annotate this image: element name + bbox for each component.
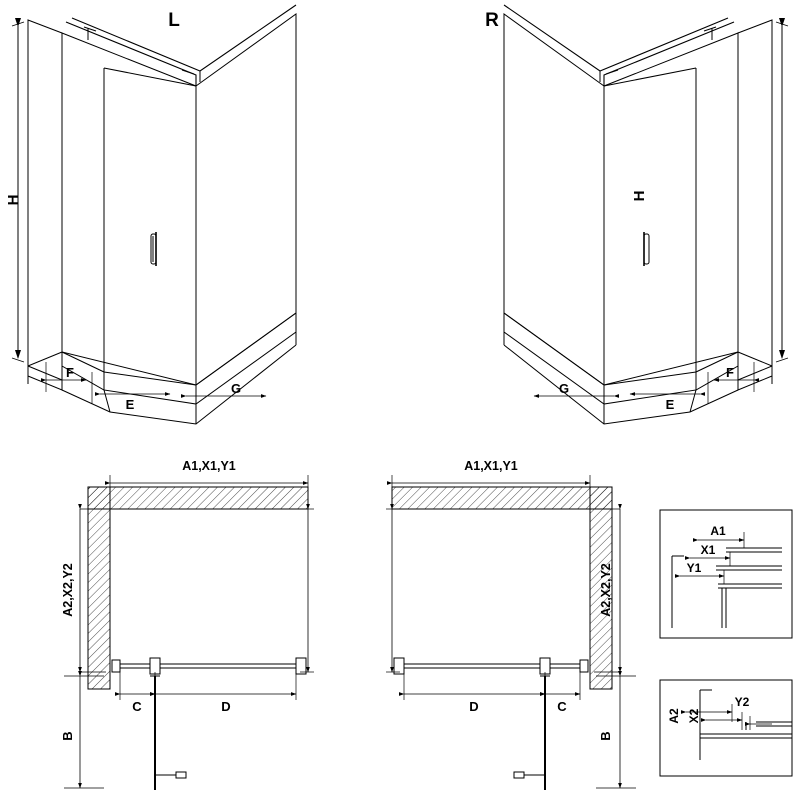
rear-glass-panel bbox=[62, 33, 196, 385]
rear-glass-panel-r bbox=[604, 33, 738, 385]
label-b-right: B bbox=[598, 731, 613, 741]
label-g-right: G bbox=[558, 381, 570, 396]
label-d-right: D bbox=[469, 699, 479, 714]
iso-left-view bbox=[12, 5, 296, 424]
label-a1x1y1-left: A1,X1,Y1 bbox=[182, 459, 236, 473]
right-wall-panel bbox=[738, 20, 772, 366]
label-c-right: C bbox=[557, 699, 567, 714]
label-c-left: C bbox=[132, 699, 142, 714]
plan-left-view bbox=[64, 475, 314, 790]
label-a1x1y1-right: A1,X1,Y1 bbox=[464, 459, 518, 473]
label-height-right: H bbox=[631, 190, 648, 202]
label-a2x2y2-right: A2,X2,Y2 bbox=[599, 563, 613, 617]
label-f-left: F bbox=[66, 365, 74, 380]
label-b-left: B bbox=[60, 731, 75, 741]
wall-hatch-top bbox=[88, 487, 308, 509]
label-right-view: R bbox=[485, 10, 499, 31]
label-g-left: G bbox=[230, 381, 242, 396]
side-glass-panel-r bbox=[504, 14, 604, 385]
label-d-left: D bbox=[221, 699, 231, 714]
label-e-left: E bbox=[125, 397, 135, 412]
iso-right-view bbox=[504, 5, 788, 424]
label-y1-detail: Y1 bbox=[686, 561, 702, 575]
side-glass-panel bbox=[196, 14, 296, 385]
label-a2-detail: A2 bbox=[667, 708, 681, 724]
wall-hatch-left bbox=[88, 487, 110, 689]
label-a2x2y2-left: A2,X2,Y2 bbox=[61, 563, 75, 617]
detail-bottom-view bbox=[660, 680, 792, 776]
label-f-right: F bbox=[726, 365, 734, 380]
label-y2-detail: Y2 bbox=[734, 695, 750, 709]
left-wall-panel bbox=[28, 20, 62, 366]
wall-hatch-top-r bbox=[392, 487, 612, 509]
detail-top-view bbox=[660, 510, 792, 638]
label-height-left: H bbox=[5, 194, 22, 206]
label-e-right: E bbox=[665, 397, 675, 412]
label-x2-detail: X2 bbox=[687, 708, 701, 724]
label-x1-detail: X1 bbox=[700, 543, 716, 557]
detail-bottom-frame bbox=[660, 680, 792, 776]
plan-right-view bbox=[386, 475, 636, 790]
label-a1-detail: A1 bbox=[710, 524, 726, 538]
label-left-view: L bbox=[168, 10, 180, 31]
